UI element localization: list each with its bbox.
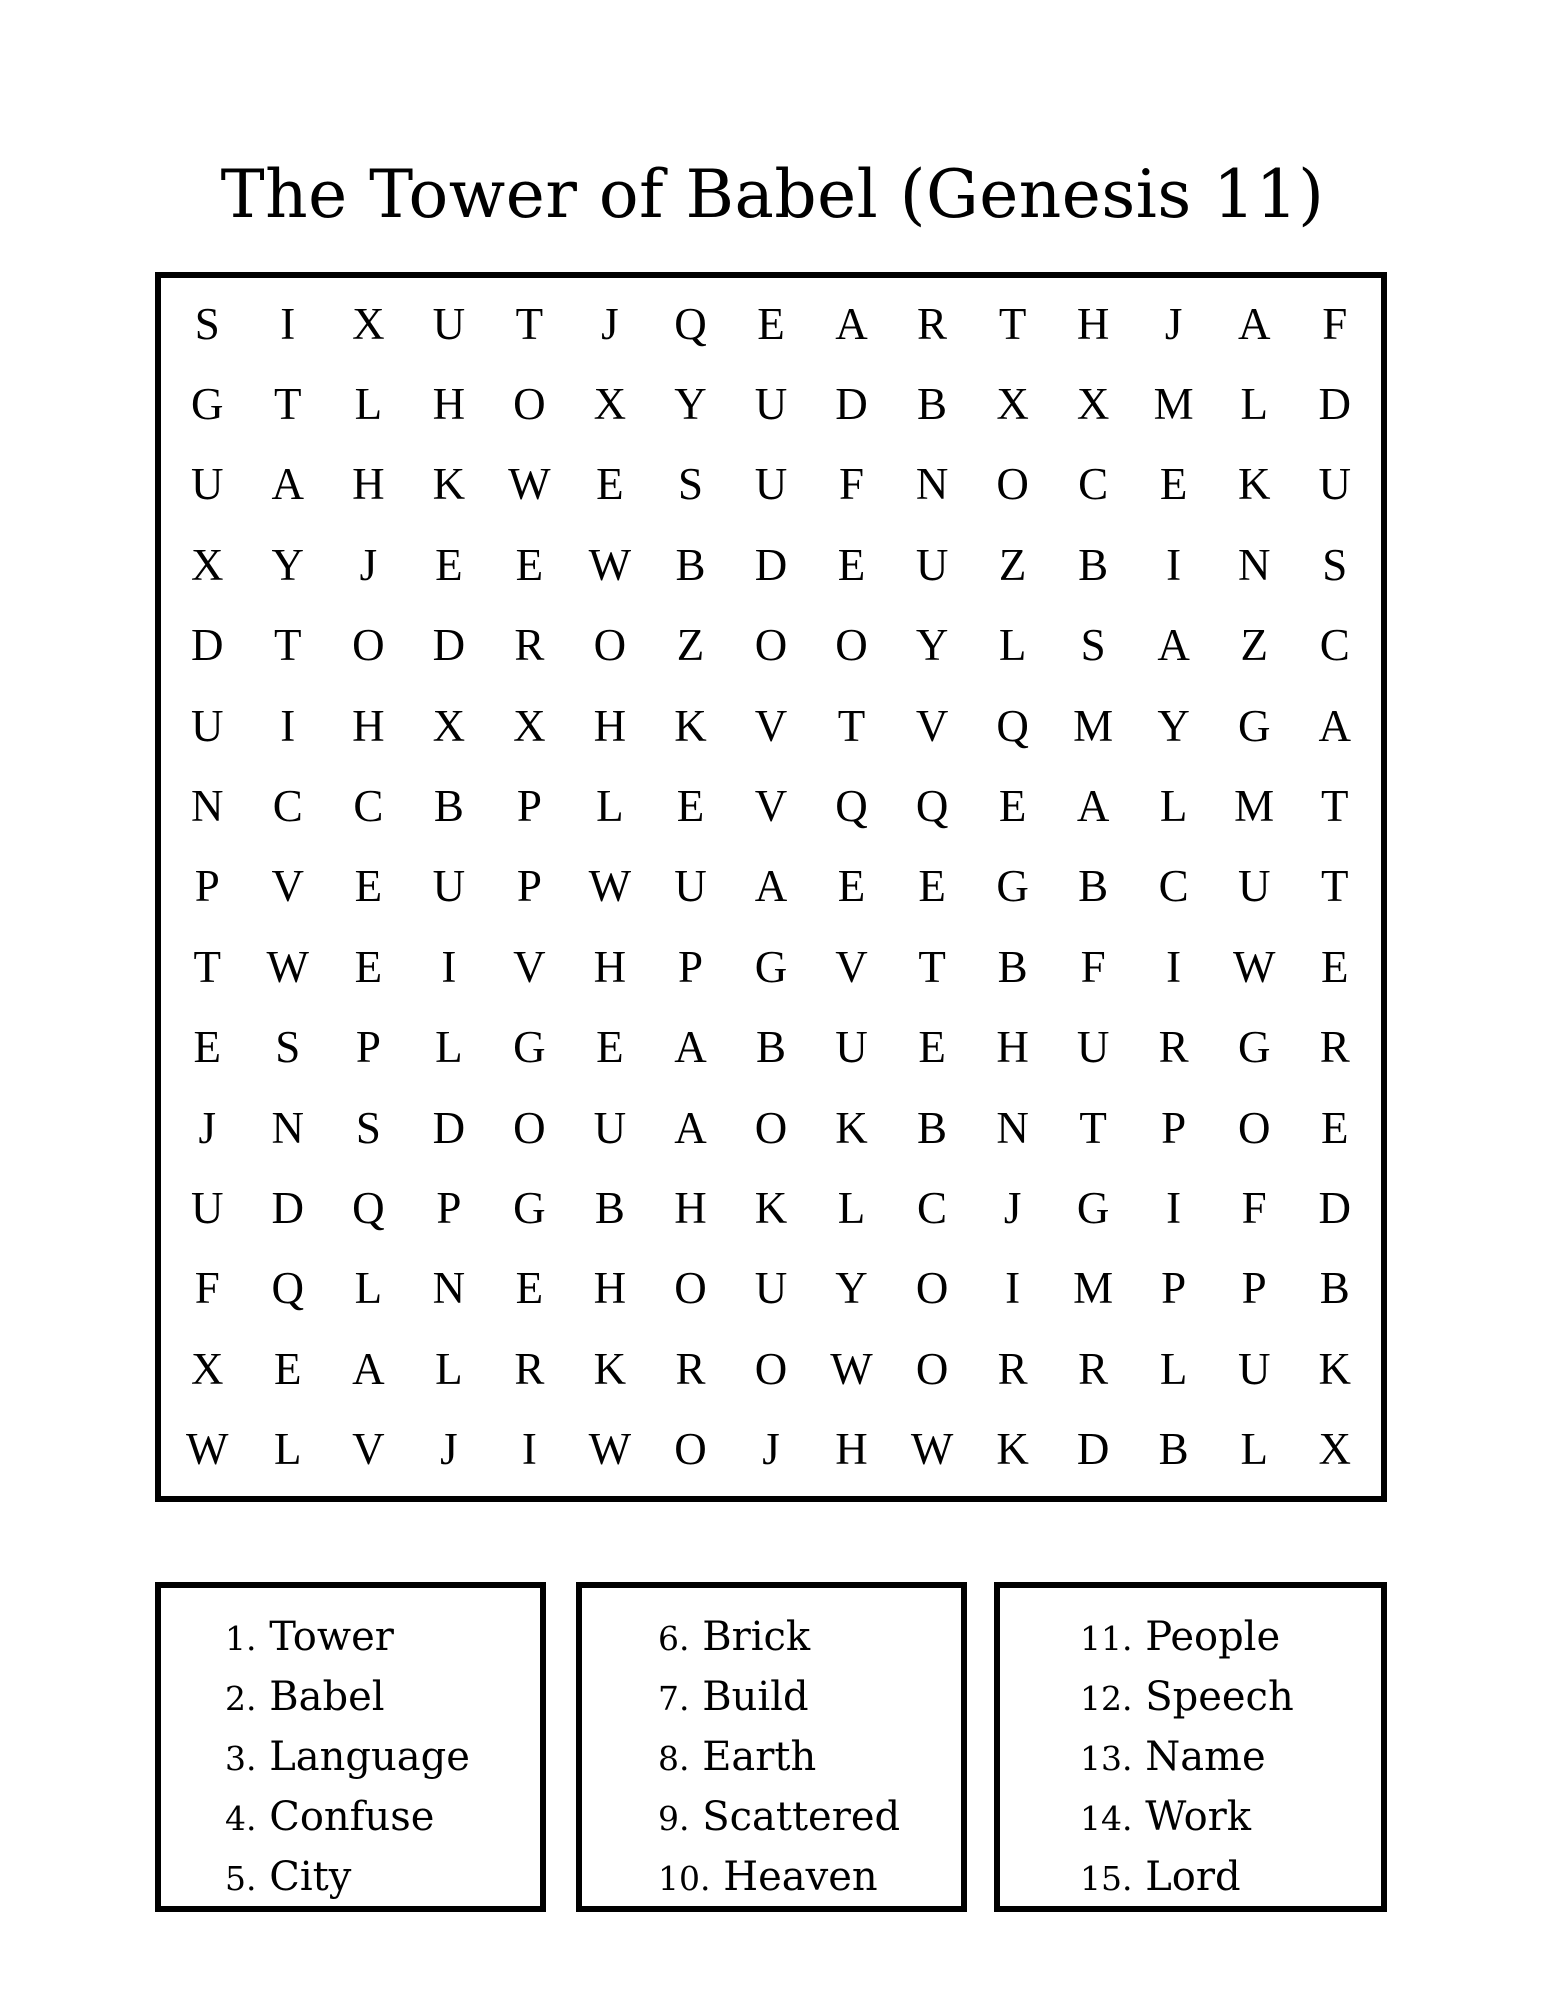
grid-cell[interactable]: H: [835, 1424, 868, 1475]
grid-cell[interactable]: H: [593, 1263, 627, 1314]
grid-cell[interactable]: F: [1080, 941, 1106, 992]
grid-cell[interactable]: E: [757, 298, 785, 349]
grid-cell[interactable]: J: [1003, 1183, 1022, 1234]
grid-cell[interactable]: E: [596, 459, 624, 510]
grid-cell[interactable]: P: [1161, 1263, 1187, 1314]
grid-cell[interactable]: D: [1318, 379, 1351, 430]
grid-cell[interactable]: B: [594, 1183, 625, 1234]
word-number: 5.: [225, 1859, 257, 1898]
word-label: Heaven: [723, 1854, 878, 1900]
grid-cell[interactable]: V: [352, 1424, 385, 1475]
word-list-1: [225, 1608, 470, 1908]
grid-cell[interactable]: W: [186, 1424, 229, 1475]
word-list-item: [658, 1608, 900, 1668]
grid-cell[interactable]: K: [996, 1424, 1029, 1475]
grid-cell[interactable]: B: [1319, 1263, 1350, 1314]
grid-cell[interactable]: T: [1320, 781, 1349, 832]
grid-cell[interactable]: U: [835, 1022, 868, 1073]
word-label: Speech: [1145, 1674, 1294, 1720]
grid-cell[interactable]: O: [754, 1343, 788, 1394]
grid-cell[interactable]: L: [435, 1022, 463, 1073]
grid-cell[interactable]: O: [754, 1102, 788, 1153]
grid-cell[interactable]: R: [1319, 1022, 1350, 1073]
grid-cell[interactable]: H: [1076, 298, 1110, 349]
grid-cell[interactable]: N: [996, 1102, 1029, 1153]
grid-cell[interactable]: O: [915, 1343, 949, 1394]
word-list-2: [658, 1608, 900, 1908]
grid-cell[interactable]: P: [516, 781, 542, 832]
grid-cell[interactable]: I: [1005, 1263, 1021, 1314]
grid-cell[interactable]: H: [432, 379, 466, 430]
word-number: 15.: [1080, 1859, 1133, 1898]
grid-cell[interactable]: T: [274, 620, 302, 671]
grid-cell[interactable]: R: [675, 1343, 706, 1394]
word-list-item: [225, 1788, 470, 1848]
grid-cell[interactable]: F: [839, 459, 865, 510]
grid-cell[interactable]: U: [754, 459, 788, 510]
grid-cell[interactable]: U: [432, 298, 466, 349]
grid-cell[interactable]: H: [352, 700, 385, 751]
grid-cell[interactable]: O: [835, 620, 868, 671]
word-number: 8.: [658, 1739, 690, 1778]
grid-cell[interactable]: W: [588, 1424, 632, 1475]
grid-cell[interactable]: V: [513, 941, 546, 992]
grid-cell[interactable]: W: [588, 539, 632, 590]
grid-cell[interactable]: L: [354, 379, 383, 430]
grid-cell[interactable]: O: [352, 620, 385, 671]
grid-cell[interactable]: R: [514, 620, 545, 671]
grid-cell[interactable]: D: [432, 620, 466, 671]
word-number: 7.: [658, 1679, 690, 1718]
word-list-item: [658, 1668, 900, 1728]
grid-cell[interactable]: P: [436, 1183, 462, 1234]
grid-cell[interactable]: B: [675, 539, 706, 590]
grid-cell[interactable]: B: [917, 379, 948, 430]
word-label: Work: [1145, 1794, 1252, 1840]
grid-cell[interactable]: L: [998, 620, 1027, 671]
grid-cell[interactable]: K: [593, 1343, 627, 1394]
grid-cell[interactable]: V: [754, 700, 788, 751]
grid-cell[interactable]: U: [191, 700, 224, 751]
grid-cell[interactable]: U: [1318, 459, 1351, 510]
word-label: City: [269, 1854, 352, 1900]
grid-cell[interactable]: U: [754, 1263, 788, 1314]
grid-cell[interactable]: Z: [998, 539, 1027, 590]
grid-cell[interactable]: Q: [835, 781, 868, 832]
grid-cell[interactable]: H: [996, 1022, 1029, 1073]
word-list-item: [658, 1848, 900, 1908]
grid-cell[interactable]: S: [1322, 539, 1348, 590]
grid-cell[interactable]: C: [272, 781, 303, 832]
grid-cell[interactable]: S: [1080, 620, 1106, 671]
grid-cell[interactable]: L: [354, 1263, 383, 1314]
word-search-grid: [167, 284, 1375, 1490]
grid-cell[interactable]: W: [1232, 941, 1276, 992]
grid-cell[interactable]: U: [191, 1183, 224, 1234]
grid-cell[interactable]: O: [674, 1424, 707, 1475]
grid-cell[interactable]: Q: [271, 1263, 305, 1314]
word-number: 2.: [225, 1679, 257, 1718]
grid-cell[interactable]: P: [1161, 1102, 1187, 1153]
grid-cell[interactable]: I: [521, 1424, 537, 1475]
grid-cell[interactable]: T: [1079, 1102, 1107, 1153]
word-number: 6.: [658, 1619, 690, 1658]
grid-cell[interactable]: X: [1318, 1424, 1351, 1475]
word-list-box-3: [994, 1582, 1387, 1912]
grid-cell[interactable]: V: [271, 861, 305, 912]
grid-cell[interactable]: D: [1318, 1183, 1351, 1234]
grid-cell[interactable]: H: [593, 700, 627, 751]
grid-cell[interactable]: G: [996, 861, 1029, 912]
grid-cell[interactable]: J: [440, 1424, 458, 1475]
grid-cell[interactable]: E: [274, 1343, 302, 1394]
grid-cell[interactable]: Y: [271, 539, 305, 590]
grid-cell[interactable]: M: [1153, 379, 1194, 430]
grid-cell[interactable]: W: [910, 1424, 954, 1475]
grid-cell[interactable]: S: [275, 1022, 301, 1073]
grid-cell[interactable]: E: [918, 861, 946, 912]
word-number: 13.: [1080, 1739, 1133, 1778]
word-label: Name: [1145, 1734, 1266, 1780]
grid-cell[interactable]: E: [1320, 941, 1349, 992]
grid-cell[interactable]: J: [198, 1102, 217, 1153]
grid-cell[interactable]: U: [1237, 861, 1271, 912]
word-list-box-1: [155, 1582, 546, 1912]
grid-cell[interactable]: R: [917, 298, 948, 349]
grid-cell[interactable]: C: [1078, 459, 1109, 510]
grid-cell[interactable]: E: [354, 861, 383, 912]
word-number: 9.: [658, 1799, 690, 1838]
grid-cell[interactable]: K: [674, 700, 707, 751]
word-list-item: [225, 1728, 470, 1788]
word-number: 11.: [1080, 1619, 1133, 1658]
grid-cell[interactable]: O: [754, 620, 788, 671]
word-number: 14.: [1080, 1799, 1133, 1838]
grid-cell[interactable]: L: [274, 1424, 302, 1475]
grid-cell[interactable]: D: [271, 1183, 305, 1234]
grid-cell[interactable]: T: [837, 700, 866, 751]
grid-cell[interactable]: O: [674, 1263, 707, 1314]
grid-cell[interactable]: B: [1158, 1424, 1189, 1475]
grid-cell[interactable]: R: [997, 1343, 1028, 1394]
grid-cell[interactable]: O: [996, 459, 1029, 510]
grid-cell[interactable]: A: [674, 1102, 707, 1153]
grid-cell[interactable]: I: [280, 298, 296, 349]
grid-cell[interactable]: E: [193, 1022, 222, 1073]
word-label: Confuse: [269, 1794, 435, 1840]
grid-cell[interactable]: V: [915, 700, 949, 751]
word-number: 4.: [225, 1799, 257, 1838]
grid-cell[interactable]: U: [1237, 1343, 1271, 1394]
grid-cell[interactable]: A: [754, 861, 788, 912]
grid-cell[interactable]: D: [835, 379, 868, 430]
grid-cell[interactable]: Q: [674, 298, 707, 349]
grid-cell[interactable]: E: [596, 1022, 624, 1073]
grid-cell[interactable]: D: [1076, 1424, 1110, 1475]
grid-cell[interactable]: U: [191, 459, 224, 510]
grid-cell[interactable]: A: [1318, 700, 1351, 751]
grid-cell[interactable]: L: [1159, 1343, 1188, 1394]
grid-cell[interactable]: G: [513, 1183, 546, 1234]
grid-cell[interactable]: G: [1076, 1183, 1110, 1234]
grid-cell[interactable]: X: [996, 379, 1029, 430]
grid-cell[interactable]: K: [835, 1102, 868, 1153]
grid-cell[interactable]: K: [1237, 459, 1271, 510]
grid-cell[interactable]: J: [1164, 298, 1183, 349]
word-number: 10.: [658, 1859, 711, 1898]
grid-cell[interactable]: M: [1073, 700, 1114, 751]
grid-cell[interactable]: R: [1078, 1343, 1109, 1394]
grid-cell[interactable]: N: [915, 459, 949, 510]
grid-cell[interactable]: A: [1237, 298, 1271, 349]
grid-cell[interactable]: B: [1078, 861, 1109, 912]
grid-cell[interactable]: U: [915, 539, 949, 590]
grid-cell[interactable]: W: [508, 459, 551, 510]
grid-cell[interactable]: O: [513, 1102, 546, 1153]
grid-cell[interactable]: Y: [835, 1263, 868, 1314]
grid-cell[interactable]: B: [997, 941, 1028, 992]
grid-cell[interactable]: O: [915, 1263, 949, 1314]
grid-cell[interactable]: I: [441, 941, 457, 992]
grid-cell[interactable]: C: [1158, 861, 1189, 912]
grid-cell[interactable]: F: [1322, 298, 1348, 349]
grid-cell[interactable]: U: [432, 861, 466, 912]
grid-cell[interactable]: R: [1158, 1022, 1189, 1073]
grid-cell[interactable]: L: [837, 1183, 866, 1234]
word-list-item: [1080, 1728, 1294, 1788]
grid-cell[interactable]: L: [435, 1343, 463, 1394]
grid-cell[interactable]: A: [835, 298, 868, 349]
grid-cell[interactable]: N: [191, 781, 224, 832]
grid-cell[interactable]: E: [354, 941, 383, 992]
word-search-grid-frame: [155, 272, 1387, 1502]
grid-cell[interactable]: M: [1234, 781, 1275, 832]
word-label: Tower: [269, 1614, 394, 1660]
grid-cell[interactable]: T: [515, 298, 544, 349]
grid-cell[interactable]: X: [191, 539, 224, 590]
grid-cell[interactable]: E: [918, 1022, 946, 1073]
word-label: Brick: [702, 1614, 811, 1660]
grid-cell[interactable]: F: [1241, 1183, 1267, 1234]
grid-cell[interactable]: P: [355, 1022, 381, 1073]
grid-cell[interactable]: C: [917, 1183, 948, 1234]
grid-cell[interactable]: I: [1166, 941, 1182, 992]
grid-cell[interactable]: P: [1241, 1263, 1267, 1314]
grid-cell[interactable]: S: [677, 459, 703, 510]
grid-cell[interactable]: L: [1240, 1424, 1268, 1475]
grid-cell[interactable]: Q: [996, 700, 1029, 751]
word-label: Earth: [702, 1734, 817, 1780]
grid-cell[interactable]: B: [755, 1022, 786, 1073]
grid-cell[interactable]: E: [1159, 459, 1188, 510]
grid-cell[interactable]: H: [593, 941, 627, 992]
grid-cell[interactable]: N: [271, 1102, 305, 1153]
word-list-item: [225, 1848, 470, 1908]
word-label: Babel: [269, 1674, 385, 1720]
grid-cell[interactable]: V: [754, 781, 788, 832]
grid-cell[interactable]: D: [754, 539, 788, 590]
grid-cell[interactable]: I: [1166, 1183, 1182, 1234]
word-label: Language: [269, 1734, 470, 1780]
grid-cell[interactable]: B: [433, 781, 464, 832]
grid-cell[interactable]: K: [754, 1183, 788, 1234]
grid-cell[interactable]: X: [352, 298, 385, 349]
grid-cell[interactable]: Y: [674, 379, 707, 430]
grid-cell[interactable]: P: [194, 861, 220, 912]
grid-cell[interactable]: U: [1076, 1022, 1110, 1073]
grid-cell[interactable]: Z: [1240, 620, 1268, 671]
word-list-item: [1080, 1608, 1294, 1668]
word-list-box-2: [576, 1582, 967, 1912]
word-list-item: [225, 1668, 470, 1728]
grid-cell[interactable]: A: [1157, 620, 1190, 671]
word-list-3: [1080, 1608, 1294, 1908]
grid-cell[interactable]: G: [191, 379, 224, 430]
grid-cell[interactable]: U: [674, 861, 707, 912]
page-title: The Tower of Babel (Genesis 11): [220, 156, 1325, 233]
word-number: 1.: [225, 1619, 257, 1658]
grid-cell[interactable]: T: [274, 379, 302, 430]
grid-cell[interactable]: H: [352, 459, 385, 510]
grid-cell[interactable]: T: [918, 941, 946, 992]
grid-cell[interactable]: E: [837, 861, 866, 912]
grid-cell[interactable]: A: [1076, 781, 1110, 832]
grid-cell[interactable]: Y: [915, 620, 949, 671]
grid-cell[interactable]: B: [917, 1102, 948, 1153]
grid-cell[interactable]: X: [432, 700, 466, 751]
grid-cell[interactable]: L: [1159, 781, 1188, 832]
grid-cell[interactable]: U: [593, 1102, 627, 1153]
grid-cell[interactable]: L: [1240, 379, 1268, 430]
grid-cell[interactable]: Q: [915, 781, 949, 832]
grid-cell[interactable]: D: [191, 620, 224, 671]
grid-cell[interactable]: W: [588, 861, 632, 912]
grid-cell[interactable]: A: [271, 459, 305, 510]
grid-cell[interactable]: T: [193, 941, 222, 992]
grid-cell[interactable]: N: [1237, 539, 1271, 590]
grid-cell[interactable]: E: [1320, 1102, 1349, 1153]
grid-cell[interactable]: A: [352, 1343, 385, 1394]
grid-cell[interactable]: E: [676, 781, 705, 832]
grid-cell[interactable]: O: [1237, 1102, 1271, 1153]
grid-cell[interactable]: P: [677, 941, 703, 992]
grid-cell[interactable]: G: [754, 941, 788, 992]
grid-cell[interactable]: H: [674, 1183, 707, 1234]
grid-cell[interactable]: M: [1073, 1263, 1114, 1314]
word-label: Build: [702, 1674, 809, 1720]
grid-cell[interactable]: S: [194, 298, 220, 349]
grid-cell[interactable]: K: [1318, 1343, 1351, 1394]
grid-cell[interactable]: X: [513, 700, 546, 751]
word-list-item: [658, 1788, 900, 1848]
grid-cell[interactable]: G: [1237, 1022, 1271, 1073]
grid-cell[interactable]: K: [432, 459, 466, 510]
grid-cell[interactable]: W: [266, 941, 310, 992]
grid-cell[interactable]: O: [513, 379, 546, 430]
grid-cell[interactable]: F: [194, 1263, 220, 1314]
grid-cell[interactable]: T: [1320, 861, 1349, 912]
grid-cell[interactable]: V: [835, 941, 868, 992]
grid-cell[interactable]: B: [1078, 539, 1109, 590]
grid-cell[interactable]: E: [435, 539, 463, 590]
grid-cell[interactable]: X: [593, 379, 627, 430]
grid-cell[interactable]: D: [432, 1102, 466, 1153]
grid-cell[interactable]: J: [762, 1424, 780, 1475]
word-list-item: [1080, 1848, 1294, 1908]
grid-cell[interactable]: Q: [352, 1183, 385, 1234]
grid-cell[interactable]: X: [1076, 379, 1110, 430]
word-label: Scattered: [702, 1794, 901, 1840]
grid-cell[interactable]: C: [1319, 620, 1350, 671]
grid-cell[interactable]: I: [1166, 539, 1182, 590]
grid-cell[interactable]: Y: [1157, 700, 1190, 751]
word-list-item: [658, 1728, 900, 1788]
grid-cell[interactable]: R: [514, 1343, 545, 1394]
grid-cell[interactable]: L: [596, 781, 624, 832]
word-label: Lord: [1145, 1854, 1241, 1900]
grid-cell[interactable]: P: [516, 861, 542, 912]
grid-cell[interactable]: J: [359, 539, 378, 590]
grid-cell[interactable]: J: [601, 298, 619, 349]
word-list-item: [1080, 1788, 1294, 1848]
grid-cell[interactable]: E: [515, 539, 544, 590]
grid-cell[interactable]: S: [355, 1102, 381, 1153]
grid-cell[interactable]: X: [191, 1343, 224, 1394]
grid-cell[interactable]: G: [513, 1022, 546, 1073]
word-list-item: [225, 1608, 470, 1668]
word-label: People: [1145, 1614, 1281, 1660]
grid-cell[interactable]: E: [837, 539, 866, 590]
grid-cell[interactable]: W: [830, 1343, 873, 1394]
grid-cell[interactable]: O: [593, 620, 627, 671]
grid-cell[interactable]: T: [998, 298, 1027, 349]
grid-cell[interactable]: E: [515, 1263, 544, 1314]
word-list-item: [1080, 1668, 1294, 1728]
word-number: 3.: [225, 1739, 257, 1778]
grid-cell[interactable]: N: [432, 1263, 466, 1314]
grid-cell[interactable]: E: [998, 781, 1027, 832]
grid-cell[interactable]: C: [353, 781, 384, 832]
word-number: 12.: [1080, 1679, 1133, 1718]
grid-cell[interactable]: I: [280, 700, 296, 751]
grid-cell[interactable]: G: [1237, 700, 1271, 751]
grid-cell[interactable]: Z: [676, 620, 705, 671]
grid-cell[interactable]: U: [754, 379, 788, 430]
grid-cell[interactable]: A: [674, 1022, 707, 1073]
